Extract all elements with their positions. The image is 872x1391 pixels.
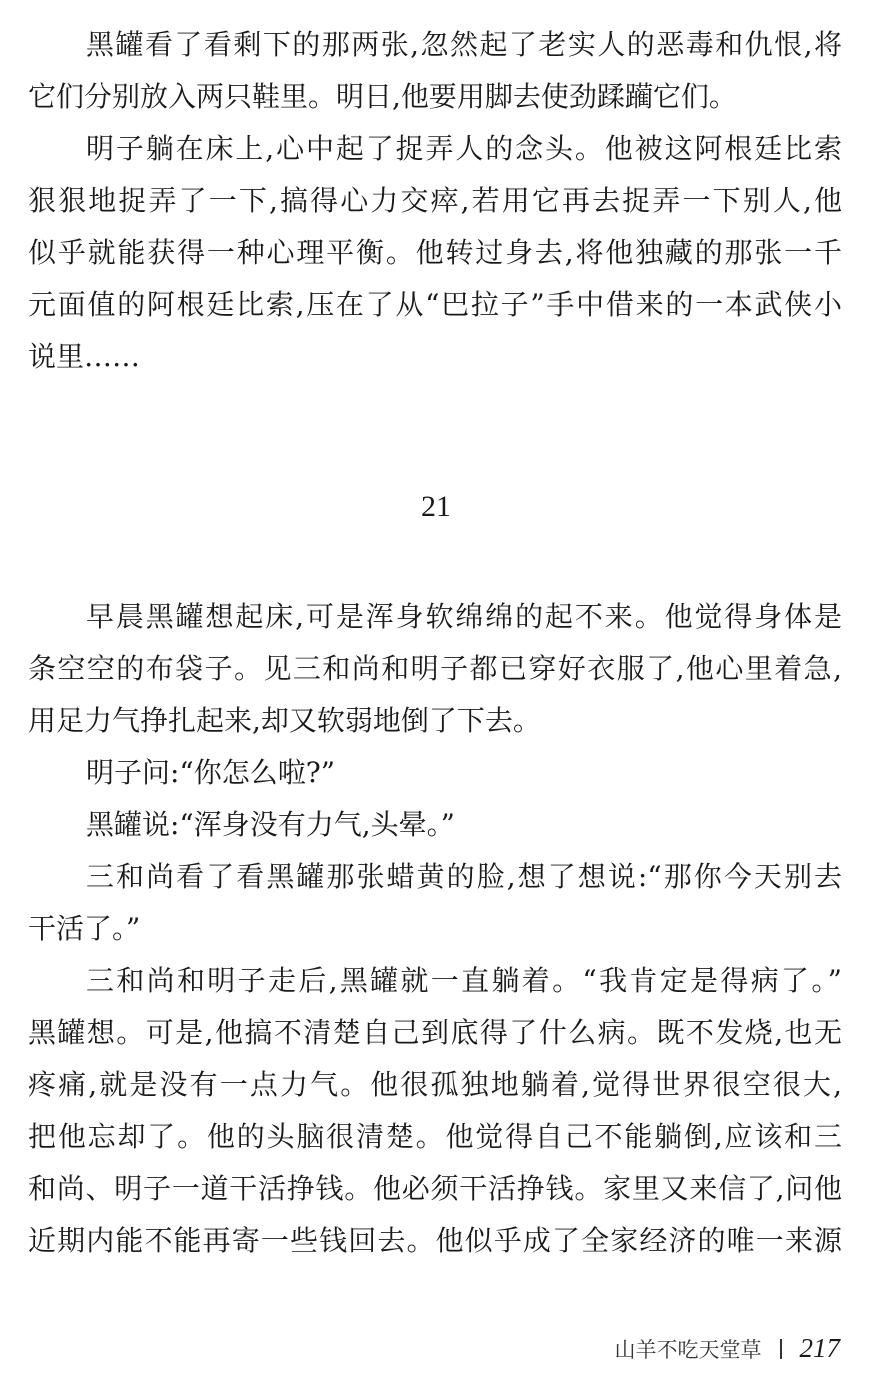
chapter-number: 21 xyxy=(421,490,451,523)
text-line: 黑罐看了看剩下的那两张,忽然起了老实人的恶毒和仇恨,将 xyxy=(86,28,842,61)
page-footer xyxy=(615,1333,841,1364)
text-line: 早晨黑罐想起床,可是浑身软绵绵的起不来。他觉得身体是 xyxy=(86,600,842,633)
text-line: 狠狠地捉弄了一下,搞得心力交瘁,若用它再去捉弄一下别人,他 xyxy=(28,184,842,217)
text-line: 它们分别放入两只鞋里。明日,他要用脚去使劲蹂躏它们。 xyxy=(28,80,737,113)
text-line: 疼痛,就是没有一点力气。他很孤独地躺着,觉得世界很空很大, xyxy=(28,1068,842,1101)
text-line: 和尚、明子一道干活挣钱。他必须干活挣钱。家里又来信了,问他 xyxy=(28,1172,842,1205)
text-line: 把他忘却了。他的头脑很清楚。他觉得自己不能躺倒,应该和三 xyxy=(28,1120,842,1153)
text-line: 黑罐想。可是,他搞不清楚自己到底得了什么病。既不发烧,也无 xyxy=(28,1016,842,1049)
text-line: 干活了。” xyxy=(28,912,141,945)
text-line: 明子躺在床上,心中起了捉弄人的念头。他被这阿根廷比索 xyxy=(86,132,842,165)
text-line: 用足力气挣扎起来,却又软弱地倒了下去。 xyxy=(28,704,541,737)
text-line: 黑罐说:“浑身没有力气,头晕。” xyxy=(86,808,455,841)
text-line: 明子问:“你怎么啦?” xyxy=(86,756,336,789)
book-title: 山羊不吃天堂草 xyxy=(614,1337,762,1362)
footer-divider xyxy=(780,1339,782,1359)
page-number: 217 xyxy=(799,1333,840,1363)
text-line: 近期内能不能再寄一些钱回去。他似乎成了全家经济的唯一来源 xyxy=(28,1224,842,1257)
text-line: 似乎就能获得一种心理平衡。他转过身去,将他独藏的那张一千 xyxy=(28,236,842,269)
text-line: 三和尚和明子走后,黑罐就一直躺着。“我肯定是得病了。” xyxy=(86,964,842,997)
section-2-text xyxy=(28,591,842,1267)
text-line: 条空空的布袋子。见三和尚和明子都已穿好衣服了,他心里着急, xyxy=(28,652,842,685)
section-1-text xyxy=(28,19,842,383)
text-line: 元面值的阿根廷比索,压在了从“巴拉子”手中借来的一本武侠小 xyxy=(28,288,842,321)
text-line: 说里…… xyxy=(28,340,141,373)
text-line: 三和尚看了看黑罐那张蜡黄的脸,想了想说:“那你今天别去 xyxy=(86,860,842,893)
